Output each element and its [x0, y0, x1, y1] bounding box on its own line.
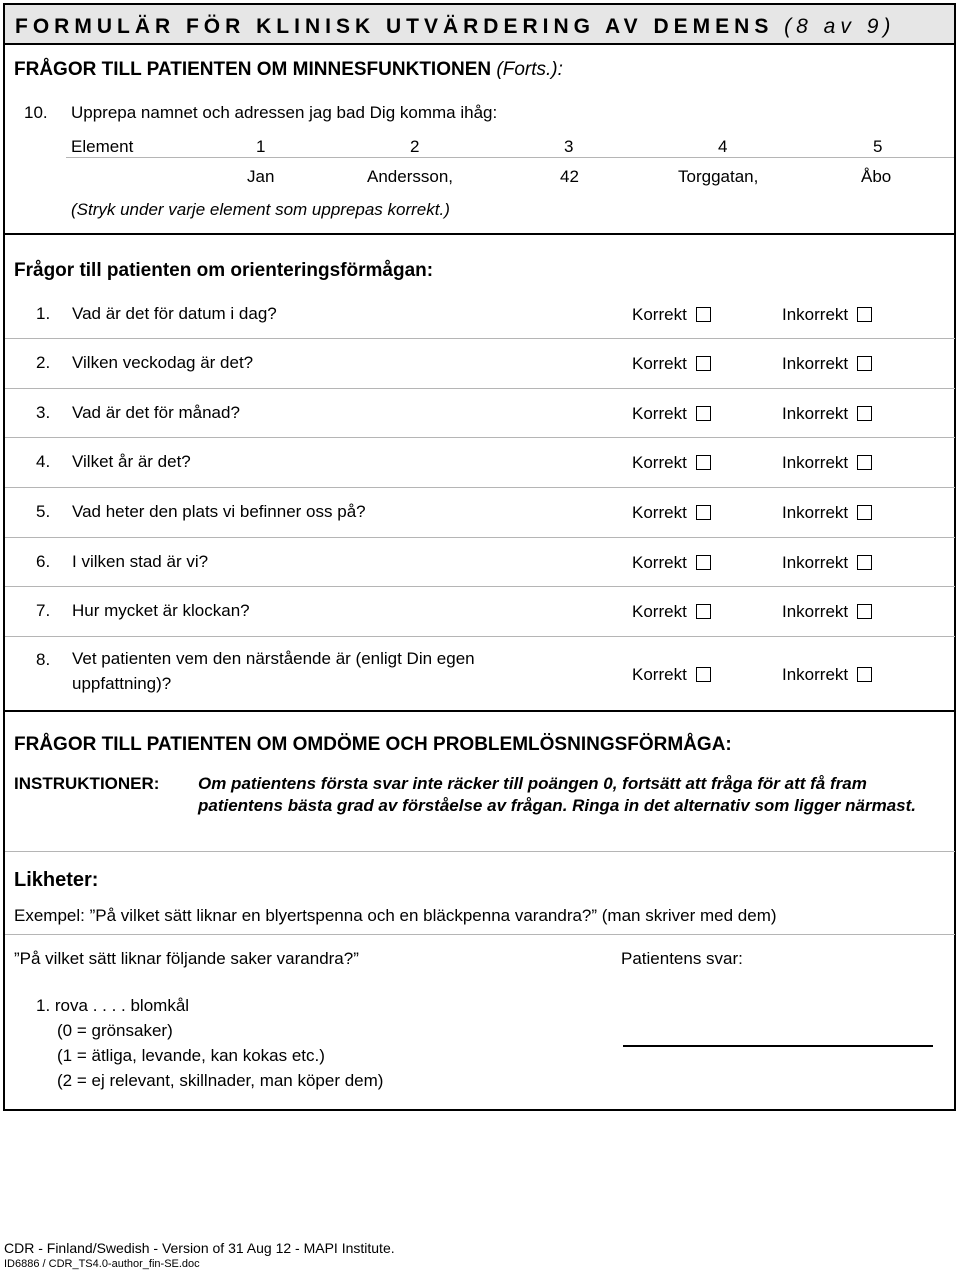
correct-checkbox[interactable] — [696, 406, 711, 421]
row-divider — [5, 636, 955, 637]
item-option-0[interactable]: (0 = grönsaker) — [57, 1021, 173, 1040]
memory-section-heading — [14, 59, 563, 81]
incorrect-label: Inkorrekt — [782, 503, 849, 522]
incorrect-option[interactable] — [782, 665, 872, 685]
element-col-3: 3 — [564, 137, 574, 156]
correct-label: Korrekt — [632, 503, 687, 522]
similarities-example: Exempel: ”På vilket sätt liknar en blyertspenna och en bläckpenna varandra?” (man skriver med dem) — [14, 906, 777, 925]
incorrect-label: Inkorrekt — [782, 404, 849, 423]
memory-heading-text: FRÅGOR TILL PATIENTEN OM MINNESFUNKTIONEN — [14, 59, 492, 80]
footer-version: CDR - Finland/Swedish - Version of 31 Aug 12 - MAPI Institute. — [4, 1240, 395, 1256]
correct-checkbox[interactable] — [696, 356, 711, 371]
question-text: Vad heter den plats vi befinner oss på? — [72, 502, 366, 521]
element-col-4: 4 — [718, 137, 728, 156]
row-divider — [5, 338, 955, 339]
incorrect-checkbox[interactable] — [857, 667, 872, 682]
incorrect-label: Inkorrekt — [782, 354, 849, 373]
q10-number: 10. — [24, 103, 48, 122]
incorrect-checkbox[interactable] — [857, 307, 872, 322]
similarities-heading: Likheter: — [14, 869, 99, 891]
incorrect-checkbox[interactable] — [857, 505, 872, 520]
patient-answer-line[interactable] — [623, 1045, 933, 1047]
similarities-question: ”På vilket sätt liknar följande saker varandra?” — [14, 949, 359, 968]
incorrect-checkbox[interactable] — [857, 356, 872, 371]
row-divider — [5, 537, 955, 538]
orientation-heading: Frågor till patienten om orienteringsförmågan: — [14, 260, 434, 281]
row-divider — [5, 437, 955, 438]
incorrect-checkbox[interactable] — [857, 455, 872, 470]
incorrect-option[interactable] — [782, 453, 872, 473]
element-col-1: 1 — [256, 137, 266, 156]
question-text: I vilken stad är vi? — [72, 552, 209, 571]
incorrect-option[interactable] — [782, 404, 872, 424]
incorrect-checkbox[interactable] — [857, 406, 872, 421]
correct-label: Korrekt — [632, 404, 687, 423]
correct-option[interactable] — [632, 503, 711, 523]
correct-checkbox[interactable] — [696, 555, 711, 570]
element-note: (Stryk under varje element som upprepas korrekt.) — [71, 200, 450, 219]
element-value-2: Andersson, — [367, 167, 453, 186]
correct-label: Korrekt — [632, 665, 687, 684]
patient-answer-label: Patientens svar: — [621, 949, 743, 968]
row-divider — [5, 586, 955, 587]
section-divider-2 — [5, 710, 955, 712]
element-value-4: Torggatan, — [678, 167, 759, 186]
row-divider — [5, 487, 955, 488]
item-title: 1. rova . . . . blomkål — [36, 996, 190, 1015]
page-indicator: (8 av 9) — [784, 15, 896, 38]
element-value-5: Åbo — [861, 167, 892, 186]
incorrect-option[interactable] — [782, 354, 872, 374]
question-number: 1. — [36, 304, 51, 323]
correct-label: Korrekt — [632, 354, 687, 373]
correct-option[interactable] — [632, 404, 711, 424]
correct-checkbox[interactable] — [696, 307, 711, 322]
element-col-2: 2 — [410, 137, 420, 156]
form-title — [15, 15, 895, 39]
instructions-text: Om patientens första svar inte räcker till poängen 0, fortsätt att fråga för att få fram patientens bästa grad av förståelse av frågan. Ringa in det alternativ som ligger närmast. — [198, 774, 917, 815]
question-number: 8. — [36, 650, 51, 669]
memory-heading-suffix: (Forts.): — [496, 59, 563, 80]
judgment-heading: FRÅGOR TILL PATIENTEN OM OMDÖME OCH PROBLEMLÖSNINGSFÖRMÅGA: — [14, 734, 732, 755]
item-option-1[interactable]: (1 = ätliga, levande, kan kokas etc.) — [57, 1046, 325, 1065]
question-number: 4. — [36, 452, 51, 471]
question-text: Vad är det för månad? — [72, 403, 240, 422]
correct-label: Korrekt — [632, 453, 687, 472]
question-number: 7. — [36, 601, 51, 620]
correct-option[interactable] — [632, 305, 711, 325]
instructions-label: INSTRUKTIONER: — [14, 774, 160, 793]
correct-option[interactable] — [632, 453, 711, 473]
question-text: Vilket år är det? — [72, 452, 191, 471]
incorrect-label: Inkorrekt — [782, 665, 849, 684]
incorrect-label: Inkorrekt — [782, 305, 849, 324]
correct-checkbox[interactable] — [696, 505, 711, 520]
correct-checkbox[interactable] — [696, 667, 711, 682]
incorrect-checkbox[interactable] — [857, 604, 872, 619]
question-text: Vilken veckodag är det? — [72, 353, 254, 372]
element-col-5: 5 — [873, 137, 883, 156]
section-divider-3 — [5, 851, 955, 852]
correct-option[interactable] — [632, 354, 711, 374]
incorrect-option[interactable] — [782, 305, 872, 325]
question-number: 3. — [36, 403, 51, 422]
question-number: 2. — [36, 353, 51, 372]
element-header-divider — [66, 157, 954, 158]
incorrect-label: Inkorrekt — [782, 453, 849, 472]
title-bar — [3, 3, 956, 45]
q10-text: Upprepa namnet och adressen jag bad Dig komma ihåg: — [71, 103, 498, 122]
correct-checkbox[interactable] — [696, 455, 711, 470]
question-text: Vet patienten vem den närstående är (enligt Din egen uppfattning)? — [72, 649, 475, 693]
incorrect-checkbox[interactable] — [857, 555, 872, 570]
correct-option[interactable] — [632, 602, 711, 622]
incorrect-label: Inkorrekt — [782, 553, 849, 572]
example-divider — [5, 934, 955, 935]
row-divider — [5, 388, 955, 389]
correct-label: Korrekt — [632, 602, 687, 621]
element-value-1: Jan — [247, 167, 275, 186]
question-number: 6. — [36, 552, 51, 571]
correct-label: Korrekt — [632, 305, 687, 324]
element-label: Element — [71, 137, 134, 156]
incorrect-option[interactable] — [782, 602, 872, 622]
item-option-2[interactable]: (2 = ej relevant, skillnader, man köper dem) — [57, 1071, 384, 1090]
section-divider-1 — [5, 233, 955, 235]
incorrect-option[interactable] — [782, 553, 872, 573]
incorrect-option[interactable] — [782, 503, 872, 523]
correct-option[interactable] — [632, 665, 711, 685]
question-number: 5. — [36, 502, 51, 521]
correct-checkbox[interactable] — [696, 604, 711, 619]
incorrect-label: Inkorrekt — [782, 602, 849, 621]
question-text: Vad är det för datum i dag? — [72, 304, 277, 323]
form-title-text: FORMULÄR FÖR KLINISK UTVÄRDERING AV DEMENS — [15, 15, 774, 38]
element-value-3: 42 — [560, 167, 579, 186]
correct-option[interactable] — [632, 553, 711, 573]
correct-label: Korrekt — [632, 553, 687, 572]
footer-doc-id: ID6886 / CDR_TS4.0-author_fin-SE.doc — [4, 1258, 200, 1270]
question-text: Hur mycket är klockan? — [72, 601, 250, 620]
